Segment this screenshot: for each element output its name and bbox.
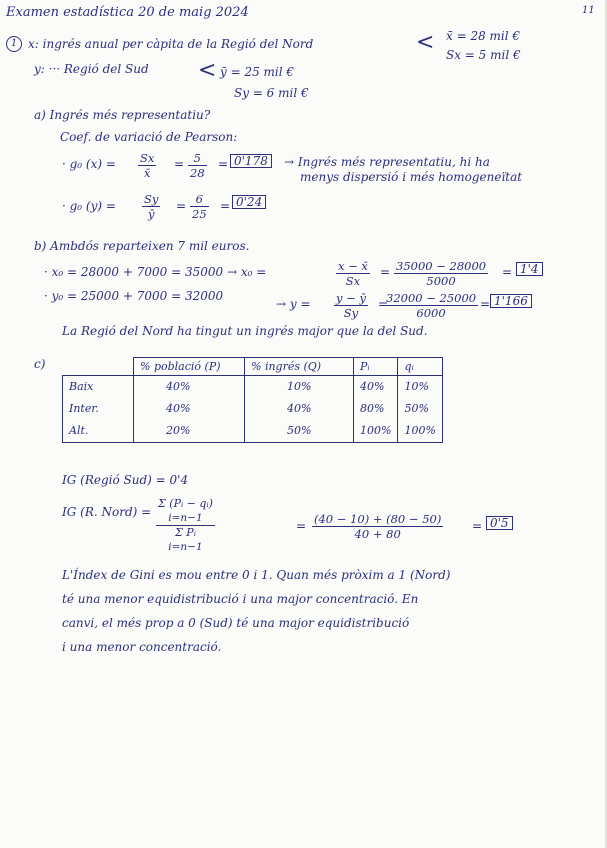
part-b-conclusion: La Regió del Nord ha tingut un ingrés major que la del Sud. [62,324,428,338]
part-b-heading: b) Ambdós reparteixen 7 mil euros. [34,239,250,253]
y-mean: ȳ = 25 mil € [220,65,295,79]
p-cum-alt: 100% [360,424,392,437]
table-q-cum-column [398,376,442,443]
gy-fraction-2: $\frac{6}{25}$ [192,192,207,222]
table-corner [63,358,134,376]
x0-fraction-2: $\frac{35000 - 28000}{5000}$ [396,259,487,289]
brace-y: < [198,58,217,83]
y0-fraction-2: $\frac{32000 - 25000}{6000}$ [386,291,477,321]
gini-table [62,357,443,443]
equals-sign: = [176,199,187,213]
part-c-label: c) [34,357,46,371]
gy-result: 0'24 [232,195,266,209]
equals-sign: = [380,265,391,279]
ig-sum-numerator: Σ (Pᵢ − qᵢ) [158,497,213,510]
gy-fraction-1: $\frac{Sy}{ȳ}$ [144,192,159,222]
row-label-baix: Baix [69,380,94,393]
equals-sign: = [472,519,483,533]
gx-lhs: · g₀ (x) = [62,157,116,171]
y0-fraction-1: $\frac{y - ȳ}{Sy}$ [336,291,366,321]
part-a-conclusion-1: → Ingrés més representatiu, hi ha [284,155,490,169]
income-inter: 40% [287,402,312,415]
table-population-column [134,376,245,443]
equals-sign: = [218,157,229,171]
table-income-column [245,376,354,443]
ig-nord-lhs: IG (R. Nord) = [62,505,152,519]
q-cum-inter: 50% [404,402,429,415]
ig-sum-denominator: Σ Pᵢ [175,525,196,539]
table-header-p-cum: Pᵢ [354,358,398,376]
y0-arrow: → y = [276,297,311,311]
gx-result: 0'178 [230,154,272,168]
population-alt: 20% [166,424,191,437]
part-a-heading: a) Ingrés més representatiu? [34,108,211,122]
row-label-inter: Inter. [69,402,99,415]
equals-sign: = [480,297,491,311]
equals-sign: = [296,519,307,533]
income-baix: 10% [287,380,312,393]
ig-sum-numerator-index: i=n−1 [168,511,203,524]
x-sd: Sx = 5 mil € [446,48,521,62]
part-a-subheading: Coef. de variació de Pearson: [60,130,238,144]
gini-text-1: L'Índex de Gini es mou entre 0 i 1. Quan més pròxim a 1 (Nord) [62,568,451,582]
table-row-labels [63,376,134,443]
ig-result: 0'5 [486,516,513,530]
p-cum-inter: 80% [360,402,385,415]
x-definition: x: ingrés anual per càpita de la Regió del Nord [28,37,314,51]
gini-text-3: canvi, el més prop a 0 (Sud) té una major equidistribució [62,616,410,630]
x0-fraction-1: $\frac{x - x̄}{Sx}$ [338,259,368,289]
gx-fraction-1: $\frac{Sx}{x̄}$ [140,151,155,181]
population-inter: 40% [166,402,191,415]
income-alt: 50% [287,424,312,437]
question-number: 1 [6,36,22,52]
equals-sign: = [174,157,185,171]
table-p-cum-column [354,376,398,443]
part-a-conclusion-2: menys dispersió i més homogeneïtat [300,170,523,184]
equals-sign: = [220,199,231,213]
gini-text-4: i una menor concentració. [62,640,222,654]
page-title: Examen estadística 20 de maig 2024 [6,5,249,20]
x0-result: 1'4 [516,262,543,276]
q-cum-baix: 10% [404,380,429,393]
ig-calc-fraction: $\frac{(40 - 10) + (80 - 50)}{40 + 80}$ [314,512,442,542]
equals-sign: = [378,297,389,311]
table-header-q-cum: qᵢ [398,358,442,376]
brace-x: < [416,30,435,55]
ig-sud: IG (Regió Sud) = 0'4 [62,473,189,487]
population-baix: 40% [166,380,191,393]
y-definition: y: ··· Regió del Sud [34,62,149,76]
gx-fraction-2: $\frac{5}{28}$ [190,151,205,181]
table-header-population: % població (P) [134,358,245,376]
y0-line: · y₀ = 25000 + 7000 = 32000 [44,289,224,303]
y0-result: 1'166 [490,294,532,308]
y-sd: Sy = 6 mil € [234,86,309,100]
ig-sum-denominator-index: i=n−1 [168,540,203,553]
ig-sum-fraction [156,497,215,554]
gini-text-2: té una menor equidistribució i una major concentració. En [62,592,419,606]
table-header-income: % ingrés (Q) [245,358,354,376]
page-number: 11 [582,5,595,16]
p-cum-baix: 40% [360,380,385,393]
x0-line: · x₀ = 28000 + 7000 = 35000 → x₀ = [44,265,267,279]
x-mean: x̄ = 28 mil € [446,29,521,43]
row-label-alt: Alt. [69,424,89,437]
gy-lhs: · g₀ (y) = [62,199,116,213]
q-cum-alt: 100% [404,424,436,437]
equals-sign: = [502,265,513,279]
